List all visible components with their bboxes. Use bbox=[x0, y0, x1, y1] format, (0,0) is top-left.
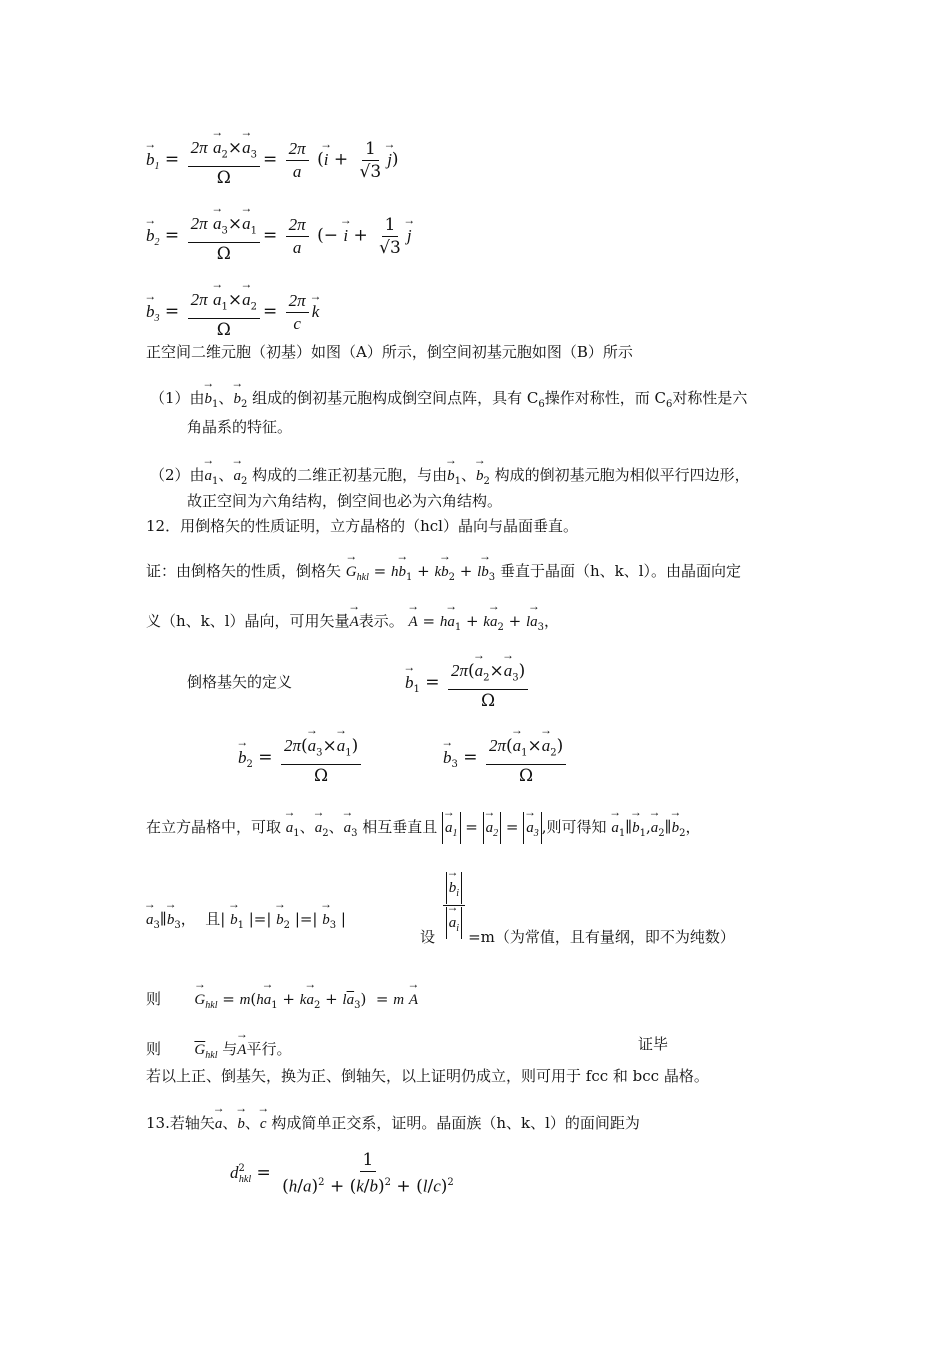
paragraph-point-1: （1）由→ $b_1$、→ $b_2$ 组成的倒初基元胞构成倒空间点阵，具有 $C_6$操作对称性，而 $C_6$对称性是六 bbox=[150, 383, 747, 415]
recip-def-b3: → $b_3$ = $\frac{2\pi(\to a_1\times\to a_2)}{\Omega}$ bbox=[443, 730, 569, 786]
paragraph-point-2-cont: 故正空间为六角结构，倒空间也必为六角结构。 bbox=[187, 492, 503, 510]
recip-def-b2: → $b_2$ = $\frac{2\pi(\to a_3\times\to a_1)}{\Omega}$ bbox=[238, 730, 364, 786]
paragraph-real-space: 正空间二维元胞（初基）如图（A）所示，倒空间初基元胞如图（B）所示 bbox=[146, 343, 633, 361]
question-13: 13.若轴矢→ a、→ b、→ c 构成简单正交系，证明。晶面族（h、k、l）的面间距为 bbox=[146, 1108, 640, 1134]
formula-b1: → $b_1$ = $\frac{2\pi \to a_2\times\to a_3}{\Omega}$ = $\frac{2\pi}{a}$ (→ i + $\frac{1}{√3}$ → j) bbox=[146, 132, 399, 188]
formula-d-hkl: $d^2_{hkl}$ = $\frac{1}{(h/a)^2 + (k/b)^2 + (l/c)^2}$ bbox=[230, 1150, 454, 1197]
formula-b2: → $b_2$ = $\frac{2\pi \to a_3\times\to a_1}{\Omega}$ = $\frac{2\pi}{a}$ (− → i + $\frac{1}{√3}$ → j bbox=[146, 208, 412, 264]
qed-label: 证毕 bbox=[638, 1035, 669, 1053]
formula-b3: → $b_3$ = $\frac{2\pi \to a_1\times\to a_2}{\Omega}$ = $\frac{2\pi}{c}$ → k bbox=[146, 284, 319, 340]
ratio-line: 设 → $b_i$ → $a_i$ =m（为常值，且有量纲，即不为纯数） bbox=[420, 872, 735, 939]
recip-def-b1: → $b_1$ = $\frac{2\pi(\to a_2\times\to a_3)}{\Omega}$ bbox=[405, 655, 531, 711]
then-line-1: 则 → $G_{hkl} = m(h\to a_1 + k\to a_2 + l\overline{a}_3) = m \to A$ bbox=[146, 984, 418, 1016]
paragraph-point-2: （2）由→ $a_1$、→ $a_2$ 构成的二维正初基元胞，与由→ $b_1$、→ $b_2$ 构成的倒初基元胞为相似平行四边形， bbox=[150, 460, 750, 492]
then-line-2: 则 $\overline{G}_{hkl}$ 与→ A平行。 bbox=[146, 1034, 291, 1066]
recip-def-label: 倒格基矢的定义 bbox=[187, 673, 293, 691]
question-12: 12．用倒格矢的性质证明，立方晶格的（hcl）晶向与晶面垂直。 bbox=[146, 517, 578, 535]
cubic-line: 在立方晶格中，可取 → $a_1$、→ $a_2$、→ $a_3$ 相互垂直且 → $a_1$ = → $a_2$ = → $a_3$ ,则可得知 → $a_1\parallel\to b_1,\to$ $a_2\parallel\to b_2$， bbox=[146, 812, 700, 844]
proof-line-1: 证：由倒格矢的性质，倒格矢 → $G_{hkl} = h\to b_1 + k\to b_2 + l\to b_3$ 垂直于晶面（h、k、l）。由晶面向定 bbox=[146, 556, 741, 588]
parallel-line: → $a_3\parallel\to b_3$， 且| → $b_1$ |=| → $b_2$ |=| → $b_3$ | bbox=[146, 904, 346, 936]
paragraph-point-1-cont: 角晶系的特征。 bbox=[187, 418, 293, 436]
fcc-note: 若以上正、倒基矢，换为正、倒轴矢，以上证明仍成立，则可用于 fcc 和 bcc 晶格。 bbox=[146, 1067, 709, 1085]
proof-line-2: 义（h、k、l）晶向，可用矢量→ A表示。 → $A = h\to a_1 + k\to a_2 + l\to a_3$， bbox=[146, 606, 559, 638]
